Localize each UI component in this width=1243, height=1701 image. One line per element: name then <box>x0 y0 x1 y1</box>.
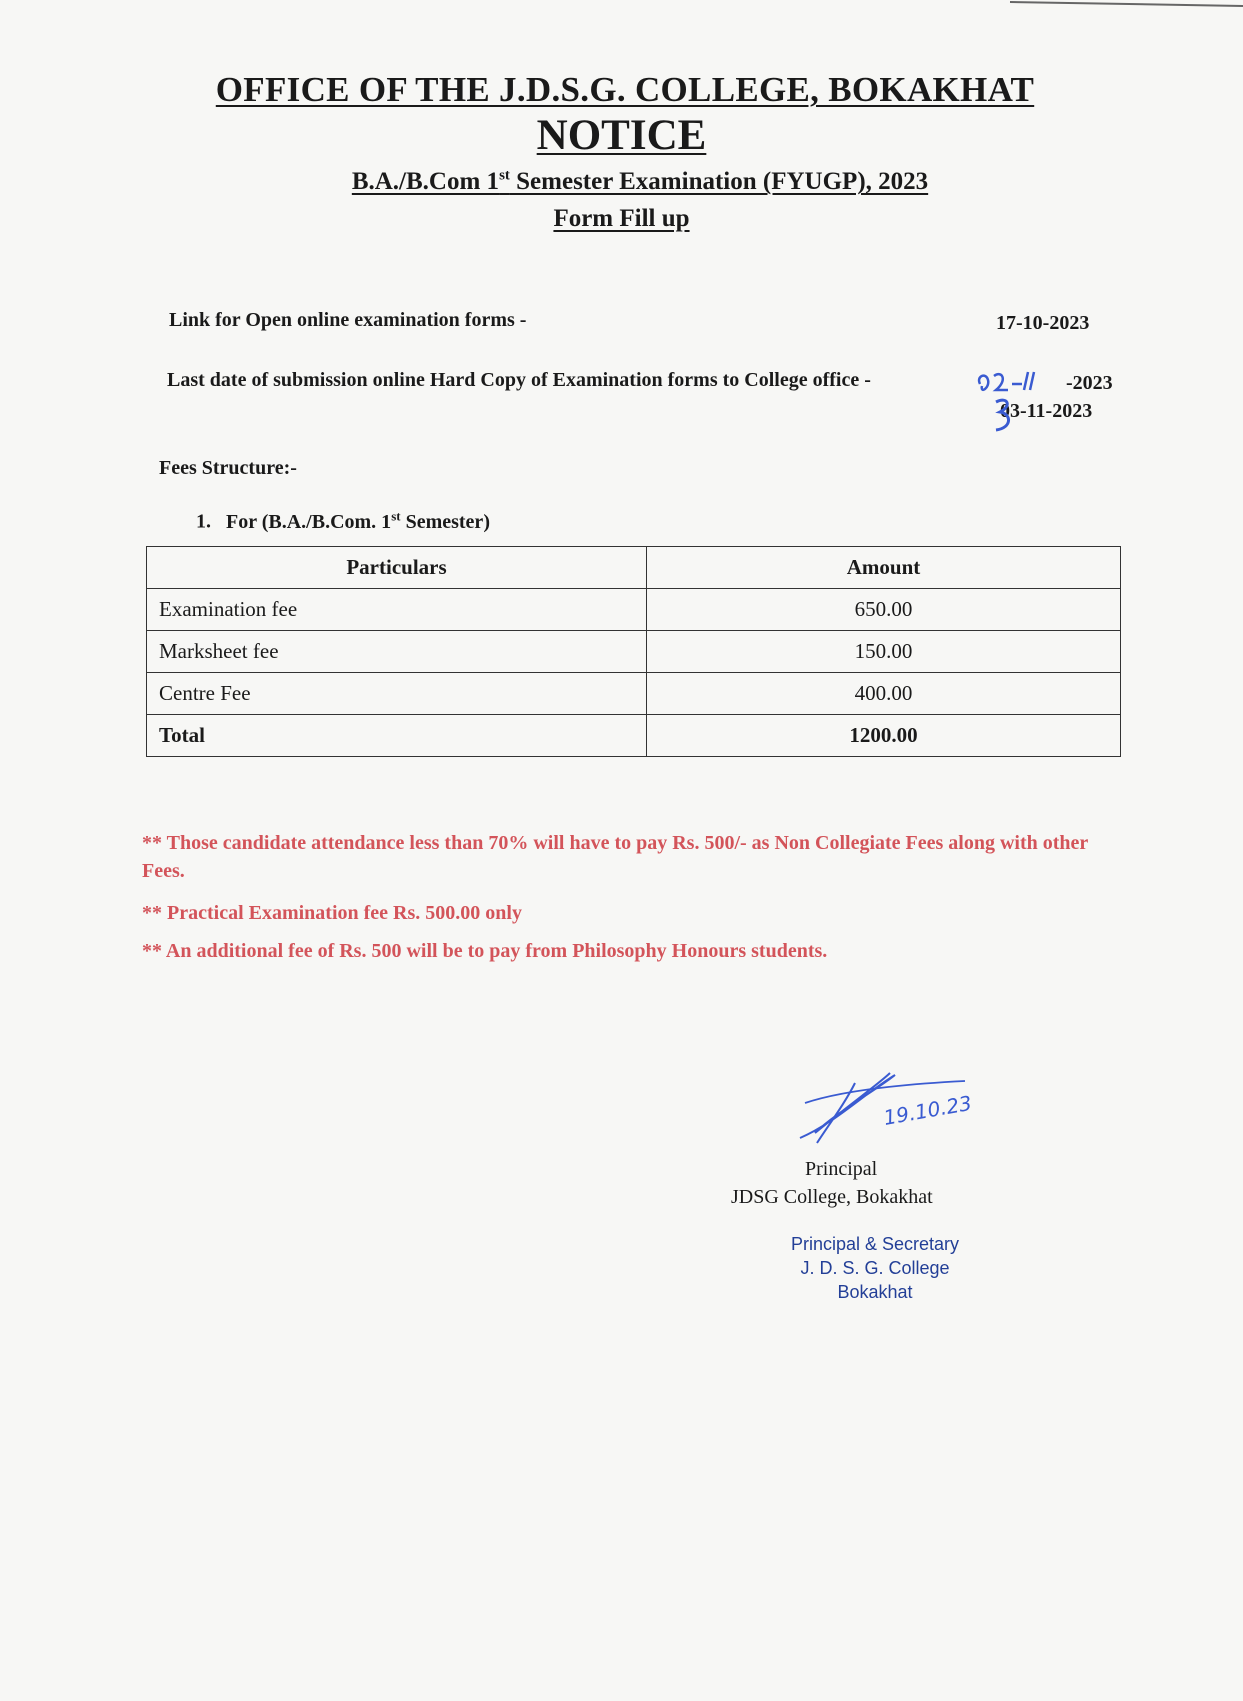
last-date-label: Last date of submission online Hard Copy of Examination forms to College office - <box>167 369 871 391</box>
link-open-date: 17-10-2023 <box>996 312 1090 334</box>
fees-structure-heading: Fees Structure:- <box>159 457 297 479</box>
note-philosophy-fee: ** An additional fee of Rs. 500 will be to pay from Philosophy Honours students. <box>142 940 828 962</box>
particular-cell: Centre Fee <box>147 673 647 715</box>
table-header-row <box>147 547 1121 589</box>
link-open-label: Link for Open online examination forms - <box>169 309 527 331</box>
particular-cell: Marksheet fee <box>147 631 647 673</box>
last-date-corrected: 03-11-2023 <box>1000 400 1093 422</box>
exam-title <box>60 168 1220 196</box>
particular-cell: Examination fee <box>147 589 647 631</box>
table-row <box>147 589 1121 631</box>
table-total-row <box>147 715 1121 757</box>
signatory-role: Principal <box>805 1158 878 1180</box>
column-header-particulars: Particulars <box>147 547 647 589</box>
handwritten-date-correction-icon <box>972 366 1072 440</box>
amount-cell: 150.00 <box>647 631 1121 673</box>
total-label-cell: Total <box>147 715 647 757</box>
notice-heading: NOTICE <box>536 112 707 159</box>
principal-signature-icon <box>795 1063 975 1153</box>
fee-item-number: 1. <box>196 510 211 533</box>
column-header-amount: Amount <box>647 547 1121 589</box>
signatory-college: JDSG College, Bokakhat <box>731 1186 933 1208</box>
office-title: OFFICE OF THE J.D.S.G. COLLEGE, BOKAKHAT <box>215 70 1035 109</box>
amount-cell: 650.00 <box>647 589 1121 631</box>
fee-item-label <box>196 508 490 534</box>
fee-table <box>146 546 1121 757</box>
note-attendance: ** Those candidate attendance less than 70% will have to pay Rs. 500/- as Non Collegiate Fees along with other Fees. <box>142 832 1088 882</box>
official-stamp <box>760 1232 990 1304</box>
signature-date: 19.10.23 <box>881 1090 974 1130</box>
exam-title-text: B.A./B.Com 1st Semester Examination (FYUGP), 2023 <box>351 168 929 196</box>
fee-item-text: For (B.A./B.Com. 1st Semester) <box>226 508 490 533</box>
table-row <box>147 673 1121 715</box>
total-amount-cell: 1200.00 <box>647 715 1121 757</box>
stamp-line-1: Principal & Secretary <box>790 1234 960 1254</box>
table-row <box>147 631 1121 673</box>
amount-cell: 400.00 <box>647 673 1121 715</box>
last-date-original-suffix: -2023 <box>1066 372 1113 394</box>
stamp-line-3: Bokakhat <box>837 1282 913 1302</box>
form-fill-subtitle: Form Fill up <box>553 205 690 232</box>
note-practical-fee: ** Practical Examination fee Rs. 500.00 only <box>142 902 522 924</box>
stamp-line-2: J. D. S. G. College <box>800 1258 950 1278</box>
